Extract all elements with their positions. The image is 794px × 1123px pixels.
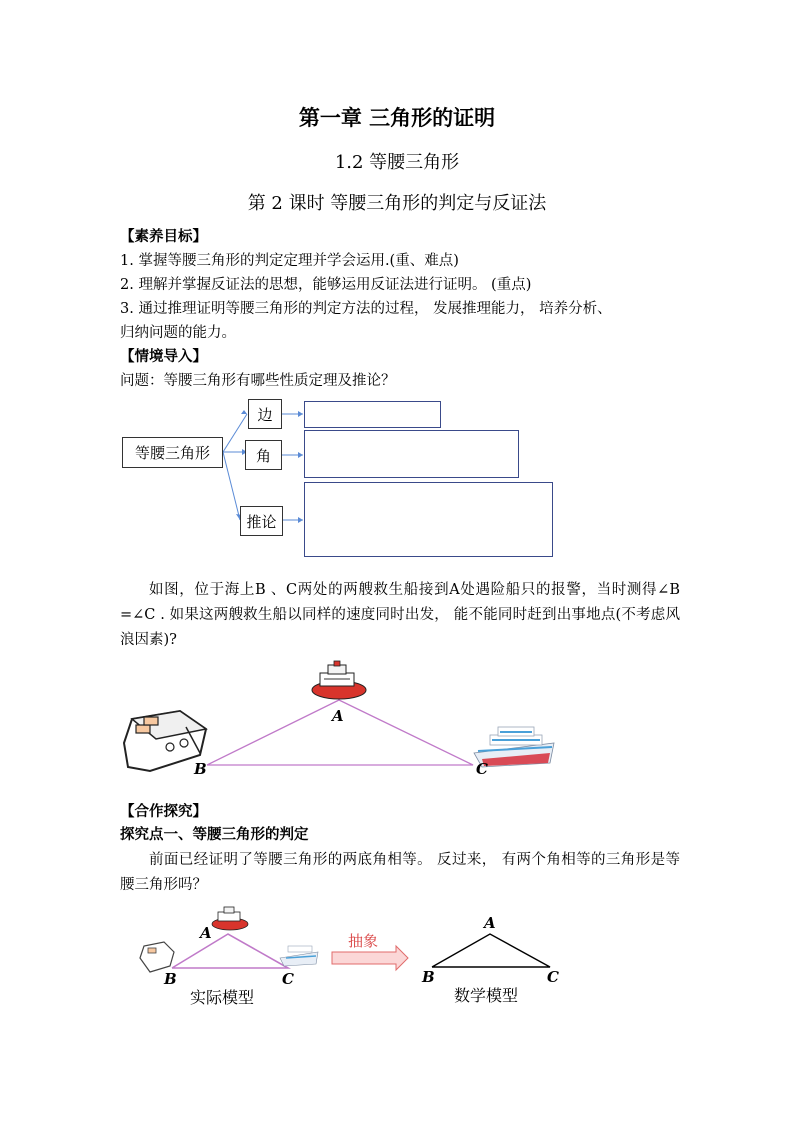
chapter-title: 第一章 三角形的证明 <box>298 105 496 130</box>
answer-box-angle <box>304 430 519 478</box>
math-label-c: C <box>547 968 559 986</box>
ship-triangle-figure <box>110 655 570 785</box>
real-model-caption: 实际模型 <box>190 988 255 1007</box>
small-ship-c-icon <box>280 946 318 966</box>
real-label-c: C <box>282 970 294 988</box>
ship-a-icon <box>312 661 366 699</box>
explore-point-title: 探究点一、等腰三角形的判定 <box>120 826 309 843</box>
small-ship-b-icon <box>140 942 174 972</box>
label-c: C <box>476 760 488 778</box>
goal-item-2: 2. 理解并掌握反证法的思想，能够运用反证法进行证明。 (重点) <box>120 277 532 293</box>
section-title: 1.2 等腰三角形 <box>334 152 460 173</box>
mindmap-branch-side: 边 <box>248 399 282 429</box>
lesson-title: 第 2 课时 等腰三角形的判定与反证法 <box>247 193 547 214</box>
intro-paragraph: 如图，位于海上B 、C两处的两艘救生船接到A处遇险船只的报警，当时测得∠B =∠C . 如果这两艘救生船以同样的速度同时出发， 能不能同时赶到出事地点(不考虑风浪因素)? <box>120 582 680 648</box>
mindmap-branch-angle: 角 <box>245 440 282 470</box>
goal-item-4: 归纳问题的能力。 <box>120 325 236 341</box>
goal-item-1: 1. 掌握等腰三角形的判定定理并学会运用.(重、难点) <box>120 253 459 269</box>
intro-question: 问题：等腰三角形有哪些性质定理及推论？ <box>120 373 396 389</box>
intro-heading: 【情境导入】 <box>120 348 207 365</box>
real-label-a: A <box>200 924 212 942</box>
math-model-triangle <box>432 934 550 967</box>
explore-paragraph: 前面已经证明了等腰三角形的两底角相等。 反过来， 有两个角相等的三角形是等腰三角形吗？ <box>120 852 680 893</box>
label-b: B <box>194 760 207 778</box>
goal-item-3: 3. 通过推理证明等腰三角形的判定方法的过程， 发展推理能力， 培养分析、 <box>120 301 612 317</box>
explore-heading: 【合作探究】 <box>120 803 207 820</box>
mindmap-branch-corollary: 推论 <box>240 506 283 536</box>
real-label-b: B <box>164 970 177 988</box>
abstract-arrow-label: 抽象 <box>348 932 379 950</box>
math-label-a: A <box>484 914 496 932</box>
models-figure <box>130 900 580 1010</box>
real-model-triangle <box>172 934 288 968</box>
label-a: A <box>332 707 344 725</box>
answer-box-side <box>304 401 441 428</box>
math-label-b: B <box>422 968 435 986</box>
goals-heading: 【素养目标】 <box>120 228 207 245</box>
small-ship-a-icon <box>212 907 248 930</box>
answer-box-corollary <box>304 482 553 557</box>
mindmap-root: 等腰三角形 <box>122 437 223 468</box>
math-model-caption: 数学模型 <box>454 986 519 1005</box>
